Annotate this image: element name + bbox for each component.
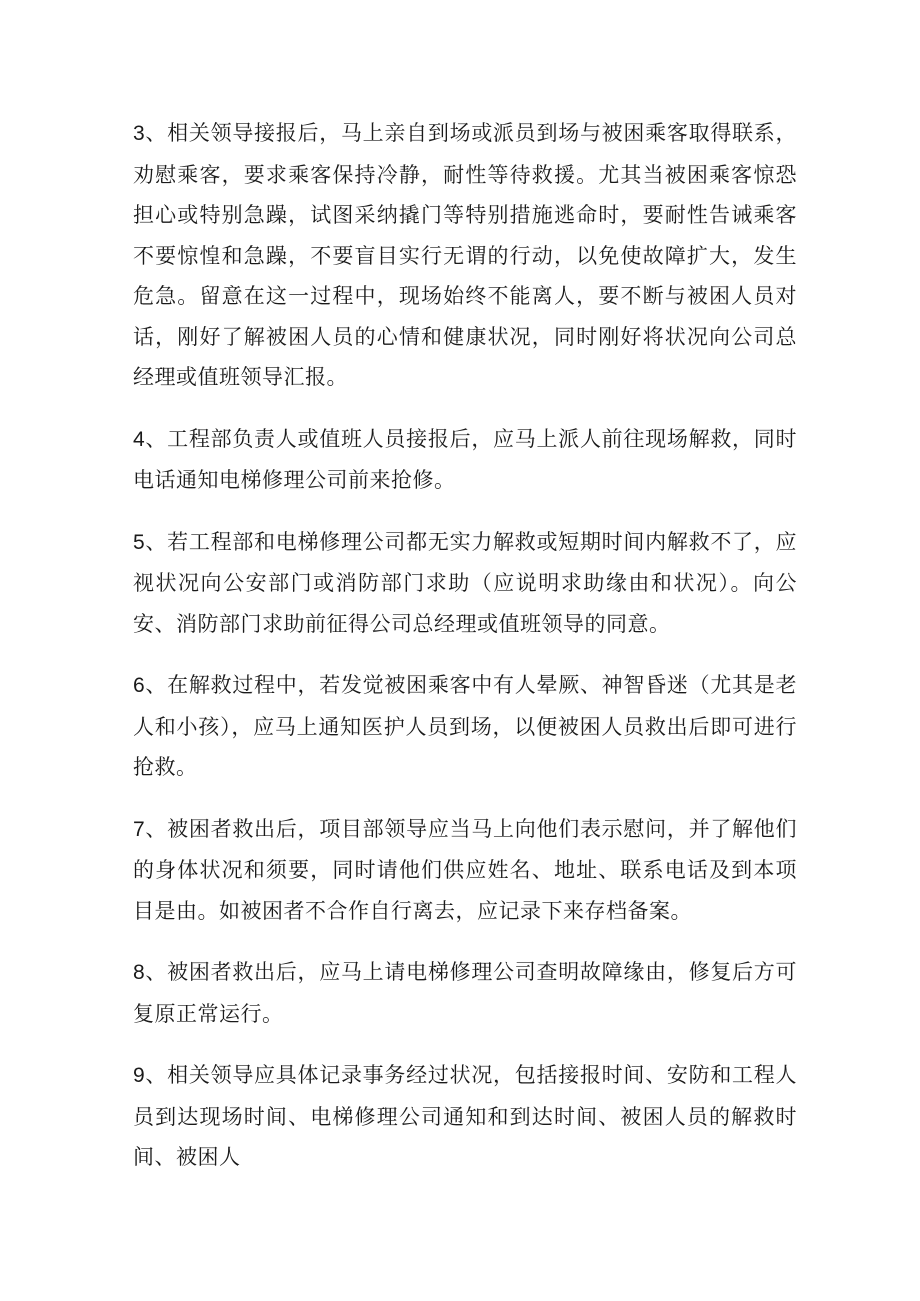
paragraph-text: 、被困者救出后，应马上请电梯修理公司查明故障缘由，修复后方可复原正常运行。 (133, 960, 797, 1026)
paragraph-number: 5 (133, 530, 146, 554)
paragraph-number: 6 (133, 674, 146, 697)
paragraph-7 (133, 809, 797, 932)
paragraph-4 (133, 419, 797, 501)
paragraph-text: 、在解救过程中，若发觉被困乘客中有人晕厥、神智昏迷（尤其是老人和小孩），应马上通知医护人员到场，以便被困人员救出后即可进行抢救。 (133, 673, 797, 779)
paragraph-text: 、被困者救出后，项目部领导应当马上向他们表示慰问，并了解他们的身体状况和须要，同时请他们供应姓名、地址、联系电话及到本项目是由。如被困者不合作自行离去，应记录下来存档备案。 (133, 816, 797, 923)
paragraph-6 (133, 665, 797, 788)
paragraph-number: 7 (133, 817, 146, 841)
paragraph-number: 9 (133, 1064, 146, 1087)
paragraph-text: 、若工程部和电梯修理公司都无实力解救或短期时间内解救不了，应视状况向公安部门或消防部门求助（应说明求助缘由和状况）。向公安、消防部门求助前征得公司总经理或值班领导的同意。 (133, 529, 797, 636)
paragraph-number: 3 (133, 122, 146, 145)
document-body (133, 113, 797, 1199)
paragraph-9 (133, 1055, 797, 1178)
paragraph-text: 、相关领导接报后，马上亲自到场或派员到场与被困乘客取得联系，劝慰乘客，要求乘客保持冷静，耐性等待救援。尤其当被困乘客惊恐担心或特别急躁，试图采纳撬门等特别措施逃命时，要耐性告诫乘客不要惊惶和急躁，不要盲目实行无谓的行动，以免使故障扩大，发生危急。留意在这一过程中，现场始终不能离人，要不断与被困人员对话，刚好了解被困人员的心情和健康状况，同时刚好将状况向公司总经理或值班领导汇报。 (133, 121, 797, 389)
paragraph-8 (133, 952, 797, 1034)
paragraph-3 (133, 113, 797, 398)
paragraph-text: 、相关领导应具体记录事务经过状况，包括接报时间、安防和工程人员到达现场时间、电梯修理公司通知和到达时间、被困人员的解救时间、被困人 (133, 1063, 797, 1169)
paragraph-text: 、工程部负责人或值班人员接报后，应马上派人前往现场解救，同时电话通知电梯修理公司前来抢修。 (133, 426, 797, 492)
paragraph-number: 8 (133, 961, 146, 984)
paragraph-5 (133, 522, 797, 645)
paragraph-number: 4 (133, 427, 146, 451)
